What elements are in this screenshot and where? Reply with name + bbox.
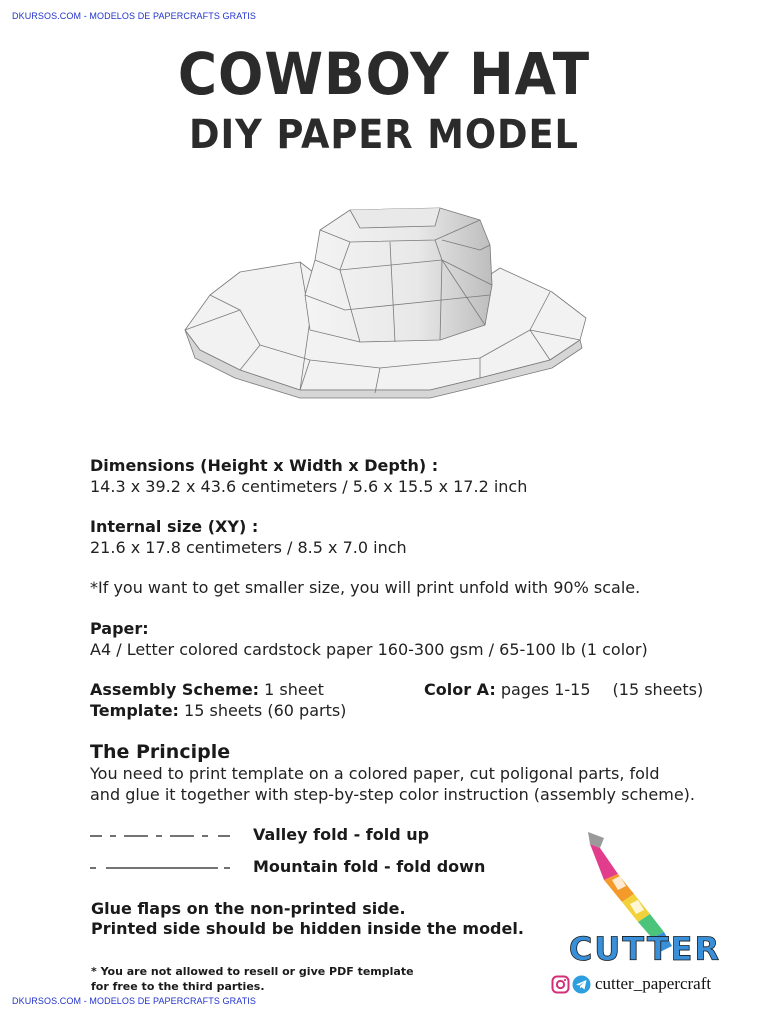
dimensions-value: 14.3 x 39.2 x 43.6 centimeters / 5.6 x 15.5 x 17.2 inch bbox=[90, 477, 528, 496]
assembly-section bbox=[90, 679, 346, 721]
hat-model-illustration bbox=[180, 200, 592, 405]
mountain-fold-legend bbox=[90, 857, 490, 877]
resale-note-line-2: for free to the third parties. bbox=[91, 980, 265, 993]
internal-size-section bbox=[90, 516, 407, 558]
valley-fold-legend bbox=[90, 825, 490, 845]
title-sub: DIY PAPER MODEL bbox=[189, 112, 579, 158]
social-handle bbox=[551, 974, 751, 996]
color-sheets: (15 sheets) bbox=[612, 680, 704, 699]
title-main: COWBOY HAT bbox=[177, 40, 591, 108]
instagram-icon bbox=[551, 975, 570, 994]
internal-size-label: Internal size (XY) : bbox=[90, 517, 259, 536]
cutter-wordmark: CUTTER bbox=[568, 930, 722, 968]
color-pages: pages 1-15 bbox=[495, 680, 591, 699]
template-value: 15 sheets (60 parts) bbox=[178, 701, 347, 720]
scale-note bbox=[90, 577, 640, 598]
assembly-label: Assembly Scheme: bbox=[90, 680, 260, 699]
scale-note-text: *If you want to get smaller size, you will print unfold with 90% scale. bbox=[90, 578, 641, 597]
paper-label: Paper: bbox=[90, 619, 149, 638]
principle-line-2: and glue it together with step-by-step color instruction (assembly scheme). bbox=[90, 785, 695, 804]
principle-section bbox=[90, 742, 695, 805]
template-label: Template: bbox=[90, 701, 179, 720]
telegram-icon bbox=[572, 975, 591, 994]
assembly-value: 1 sheet bbox=[259, 680, 324, 699]
cutter-logo bbox=[560, 828, 730, 968]
dimensions-label: Dimensions (Height x Width x Depth) : bbox=[90, 456, 439, 475]
valley-fold-line-icon bbox=[90, 825, 235, 845]
glue-line-2: Printed side should be hidden inside the model. bbox=[91, 919, 524, 938]
resale-note bbox=[91, 964, 414, 994]
watermark-top: DKURSOS.COM - MODELOS DE PAPERCRAFTS GRATIS bbox=[12, 11, 256, 21]
principle-line-1: You need to print template on a colored paper, cut poligonal parts, fold bbox=[90, 764, 660, 783]
social-handle-text: cutter_papercraft bbox=[595, 974, 712, 993]
glue-line-1: Glue flaps on the non-printed side. bbox=[91, 899, 406, 918]
mountain-fold-text: Mountain fold - fold down bbox=[253, 857, 486, 876]
watermark-bottom: DKURSOS.COM - MODELOS DE PAPERCRAFTS GRATIS bbox=[12, 996, 256, 1006]
dimensions-section bbox=[90, 455, 527, 497]
mountain-fold-line-icon bbox=[90, 857, 235, 877]
color-label: Color A: bbox=[424, 680, 496, 699]
valley-fold-text: Valley fold - fold up bbox=[253, 825, 430, 844]
resale-note-line-1: * You are not allowed to resell or give PDF template bbox=[91, 965, 414, 978]
paper-value: A4 / Letter colored cardstock paper 160-300 gsm / 65-100 lb (1 color) bbox=[90, 640, 648, 659]
glue-instructions bbox=[91, 899, 524, 939]
paper-section bbox=[90, 618, 648, 660]
internal-size-value: 21.6 x 17.8 centimeters / 8.5 x 7.0 inch bbox=[90, 538, 407, 557]
color-section bbox=[424, 679, 703, 700]
principle-title: The Principle bbox=[90, 741, 231, 763]
